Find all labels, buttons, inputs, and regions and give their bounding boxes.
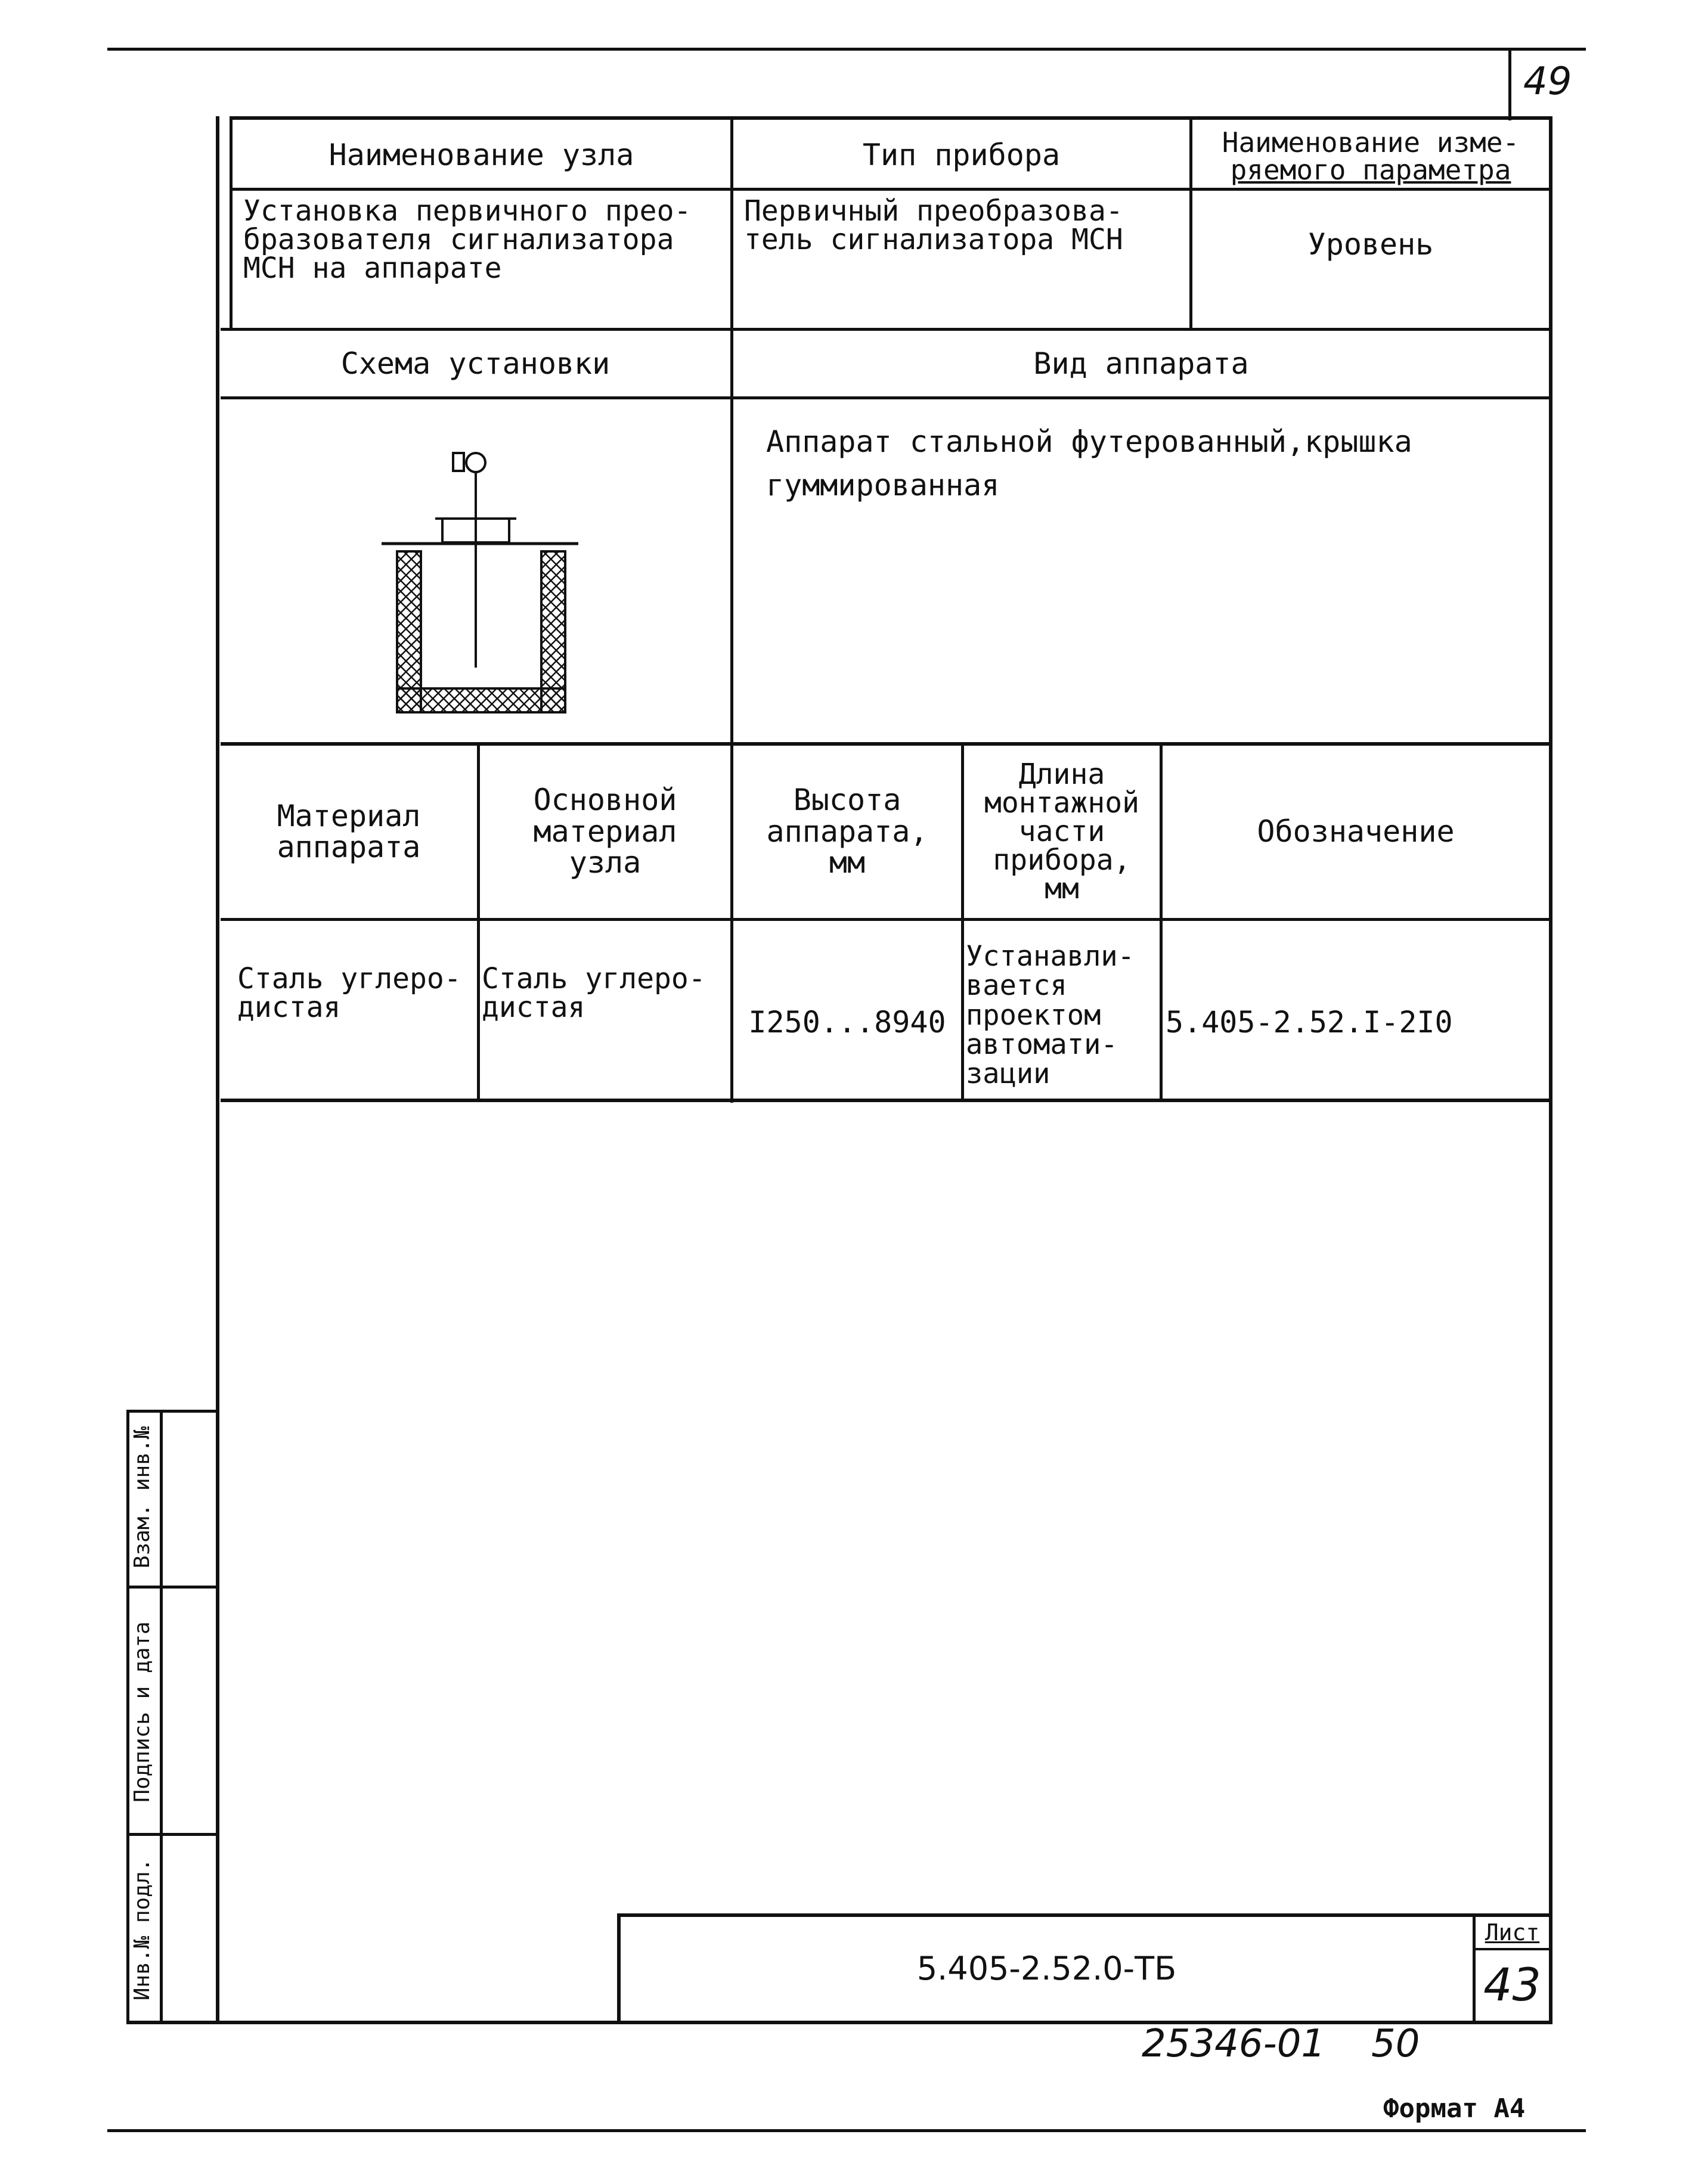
stamp-vzam-inv: Взам. инв.№ (130, 1426, 154, 1569)
header-base-material-l1: Основной (533, 783, 677, 818)
col3-header (1192, 126, 1549, 186)
row-length-l4: автомати- (966, 1028, 1118, 1062)
v-line-header-1 (730, 116, 733, 1103)
spec-bottom-line (221, 1099, 1552, 1102)
title-block-doc-code: 5.405-2.52.0-ТБ (916, 1949, 1177, 1987)
header-length-l4: прибора, (993, 843, 1131, 877)
h-line-1 (230, 188, 1552, 191)
header-length-l1: Длина (1018, 758, 1105, 791)
row-base-material (482, 964, 729, 1054)
header-length (964, 745, 1160, 918)
frame-left (216, 116, 219, 2024)
row-material-l2: дистая (237, 991, 341, 1024)
sheet-label: Лист (1485, 1919, 1540, 1946)
bottom-rule (107, 2129, 1586, 2132)
stamp-outer-left (126, 1410, 129, 2024)
frame-right (1549, 116, 1552, 2024)
header-length-l5: мм (1045, 872, 1079, 905)
apparatus-description (766, 420, 1541, 516)
row-length-l1: Устанавли- (966, 940, 1135, 973)
header-height (733, 745, 961, 918)
row-material (237, 964, 476, 1054)
row-length-l5: зации (966, 1057, 1050, 1091)
corner-box-left (1508, 49, 1511, 120)
corner-page-number: 49 (1523, 60, 1572, 104)
installation-scheme-drawing (358, 441, 608, 727)
archive-number: 25346-01 (1142, 2022, 1326, 2066)
header-length-l3: части (1018, 815, 1105, 848)
scheme-header: Схема установки (340, 346, 611, 381)
header-base-material-l3: узла (569, 845, 642, 880)
row-length-l3: проектом (966, 998, 1101, 1032)
row-length (966, 942, 1160, 1097)
top-rule (107, 48, 1586, 51)
header-height-l2: аппарата, (766, 814, 928, 849)
stamp-inv-podl: Инв.№ подл. (130, 1858, 154, 2001)
node-name-line2: бразователя сигнализатора (243, 223, 674, 256)
sheet-number: 43 (1483, 1957, 1541, 2011)
header-base-material (480, 745, 730, 918)
header-material (221, 745, 477, 918)
stamp-podpis-data: Подпись и дата (130, 1621, 154, 1803)
col3-header-line1: Наименование изме- (1222, 126, 1520, 159)
device-type-cell (744, 194, 1185, 325)
apparatus-header: Вид аппарата (1033, 346, 1249, 381)
stamp-top (126, 1410, 219, 1413)
row-material-l1: Сталь углеро- (237, 962, 461, 995)
row-designation: 5.405-2.52.I-2I0 (1166, 1004, 1453, 1040)
spec-mid-line (221, 918, 1552, 921)
col1-header: Наименование узла (329, 137, 634, 172)
header-height-l3: мм (829, 845, 866, 880)
stamp-div-2 (126, 1833, 219, 1836)
col3-header-line2: ряемого параметра (1230, 154, 1511, 186)
header-material-l2: аппарата (277, 830, 421, 864)
header-length-l2: монтажной (984, 786, 1140, 820)
node-name-cell (243, 194, 729, 325)
row-length-l2: вается (966, 969, 1067, 1003)
header-height-l1: Высота (793, 783, 901, 818)
col2-header: Тип прибора (862, 137, 1061, 172)
apparatus-description-line2: гуммированная (766, 467, 1000, 502)
node-name-line3: МСН на аппарате (243, 252, 502, 285)
row-base-material-l2: дистая (482, 991, 585, 1024)
header-material-l1: Материал (277, 798, 421, 833)
device-type-line2: тель сигнализатора МСН (744, 223, 1123, 256)
row-height: I250...8940 (748, 1004, 946, 1040)
frame-bottom (126, 2021, 1552, 2024)
frame-top (230, 116, 1552, 120)
stamp-div-1 (126, 1586, 219, 1589)
apparatus-description-line1: Аппарат стальной футерованный,крышка (766, 424, 1412, 459)
parameter-cell: Уровень (1307, 227, 1434, 262)
row-base-material-l1: Сталь углеро- (482, 962, 706, 995)
format-label: Формат А4 (1383, 2093, 1526, 2124)
header-designation-l1: Обозначение (1257, 814, 1455, 849)
device-type-line1: Первичный преобразова- (744, 194, 1123, 228)
header-designation (1163, 745, 1549, 918)
node-name-line1: Установка первичного прео- (243, 194, 692, 228)
archive-page: 50 (1371, 2022, 1420, 2066)
stamp-col-divider (160, 1410, 163, 2024)
h-line-3 (221, 396, 1552, 399)
header-base-material-l2: материал (533, 814, 677, 849)
